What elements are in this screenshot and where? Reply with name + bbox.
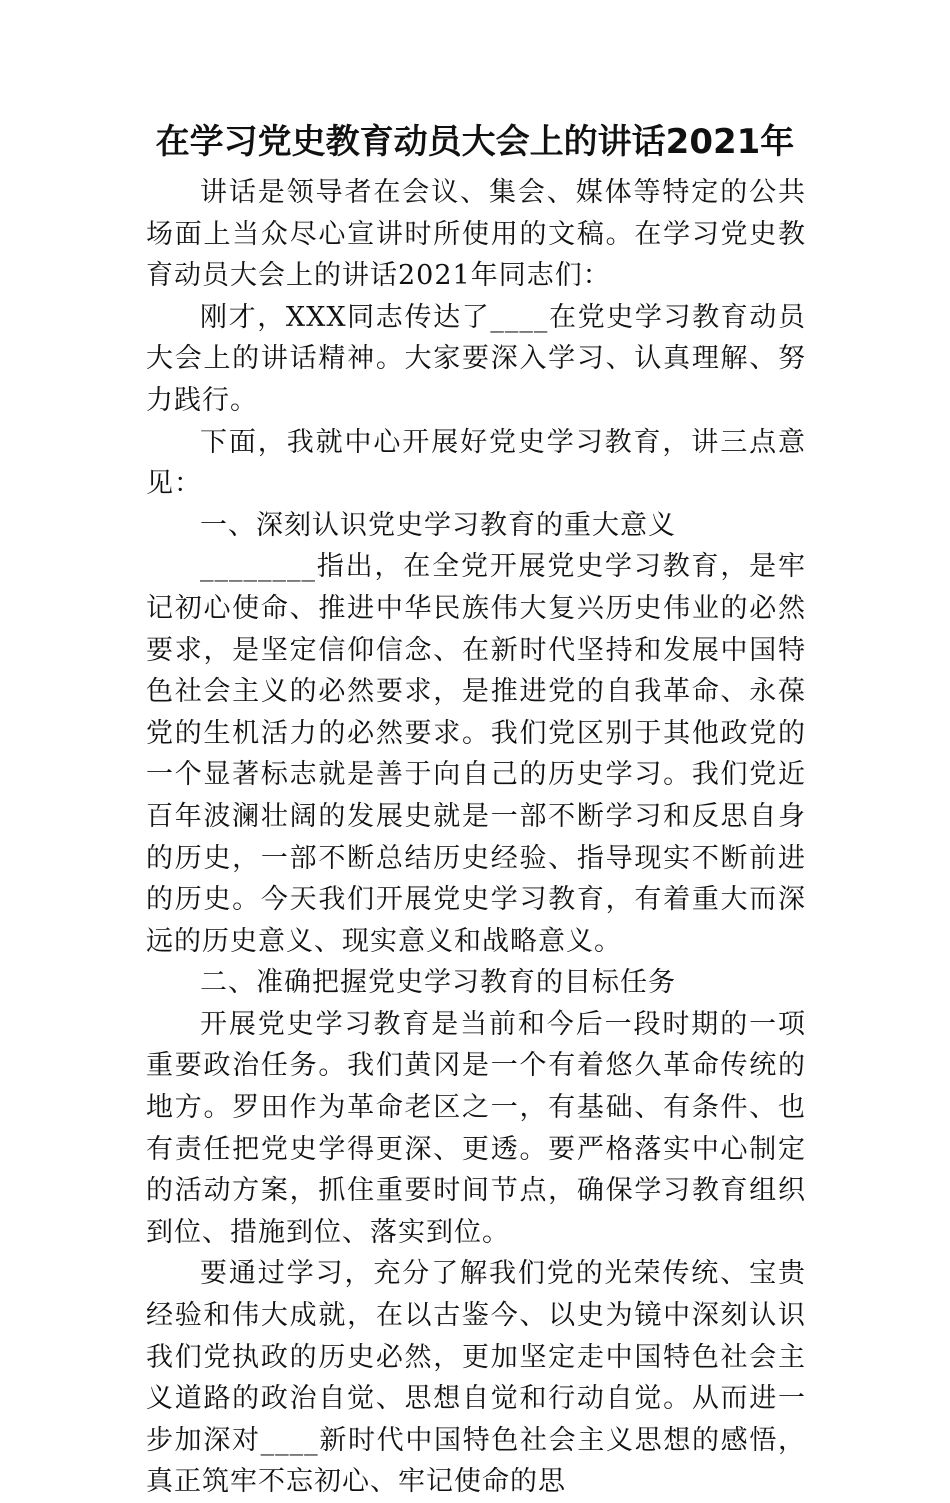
- paragraph-significance: ________指出，在全党开展党史学习教育，是牢记初心使命、推进中华民族伟大复兴历史伟业的必然要求，是坚定信仰信念、在新时代坚持和发展中国特色社会主义的必然要求，是推进党的自我革命、永葆党的生机活力的必然要求。我们党区别于其他政党的一个显著标志就是善于向自己的历史学习。我们党近百年波澜壮阔的发展史就是一部不断学习和反思自身的历史，一部不断总结历史经验、指导现实不断前进的历史。今天我们开展党史学习教育，有着重大而深远的历史意义、现实意义和战略意义。: [146, 551, 806, 957]
- section-heading-1: 一、深刻认识党史学习教育的重大意义: [200, 509, 676, 541]
- document-body: [146, 172, 806, 1503]
- paragraph-transmission: 刚才，XXX同志传达了____在党史学习教育动员大会上的讲话精神。大家要深入学习、认真理解、努力践行。: [146, 301, 806, 416]
- paragraph-three-points: 下面，我就中心开展好党史学习教育，讲三点意见：: [146, 426, 806, 500]
- document-title: 在学习党史教育动员大会上的讲话2021年: [155, 122, 795, 162]
- section-heading-2: 二、准确把握党史学习教育的目标任务: [200, 967, 676, 999]
- paragraph-study: 要通过学习，充分了解我们党的光荣传统、宝贵经验和伟大成就，在以古鉴今、以史为镜中深刻认识我们党执政的历史必然，更加坚定走中国特色社会主义道路的政治自觉、思想自觉和行动自觉。从而进一步加深对____新时代中国特色社会主义思想的感悟，真正筑牢不忘初心、牢记使命的思: [146, 1258, 806, 1498]
- paragraph-tasks: 开展党史学习教育是当前和今后一段时期的一项重要政治任务。我们黄冈是一个有着悠久革命传统的地方。罗田作为革命老区之一，有基础、有条件、也有责任把党史学得更深、更透。要严格落实中心制定的活动方案，抓住重要时间节点，确保学习教育组织到位、措施到位、落实到位。: [146, 1008, 806, 1248]
- paragraph-intro: 讲话是领导者在会议、集会、媒体等特定的公共场面上当众尽心宣讲时所使用的文稿。在学习党史教育动员大会上的讲话2021年同志们：: [146, 177, 806, 292]
